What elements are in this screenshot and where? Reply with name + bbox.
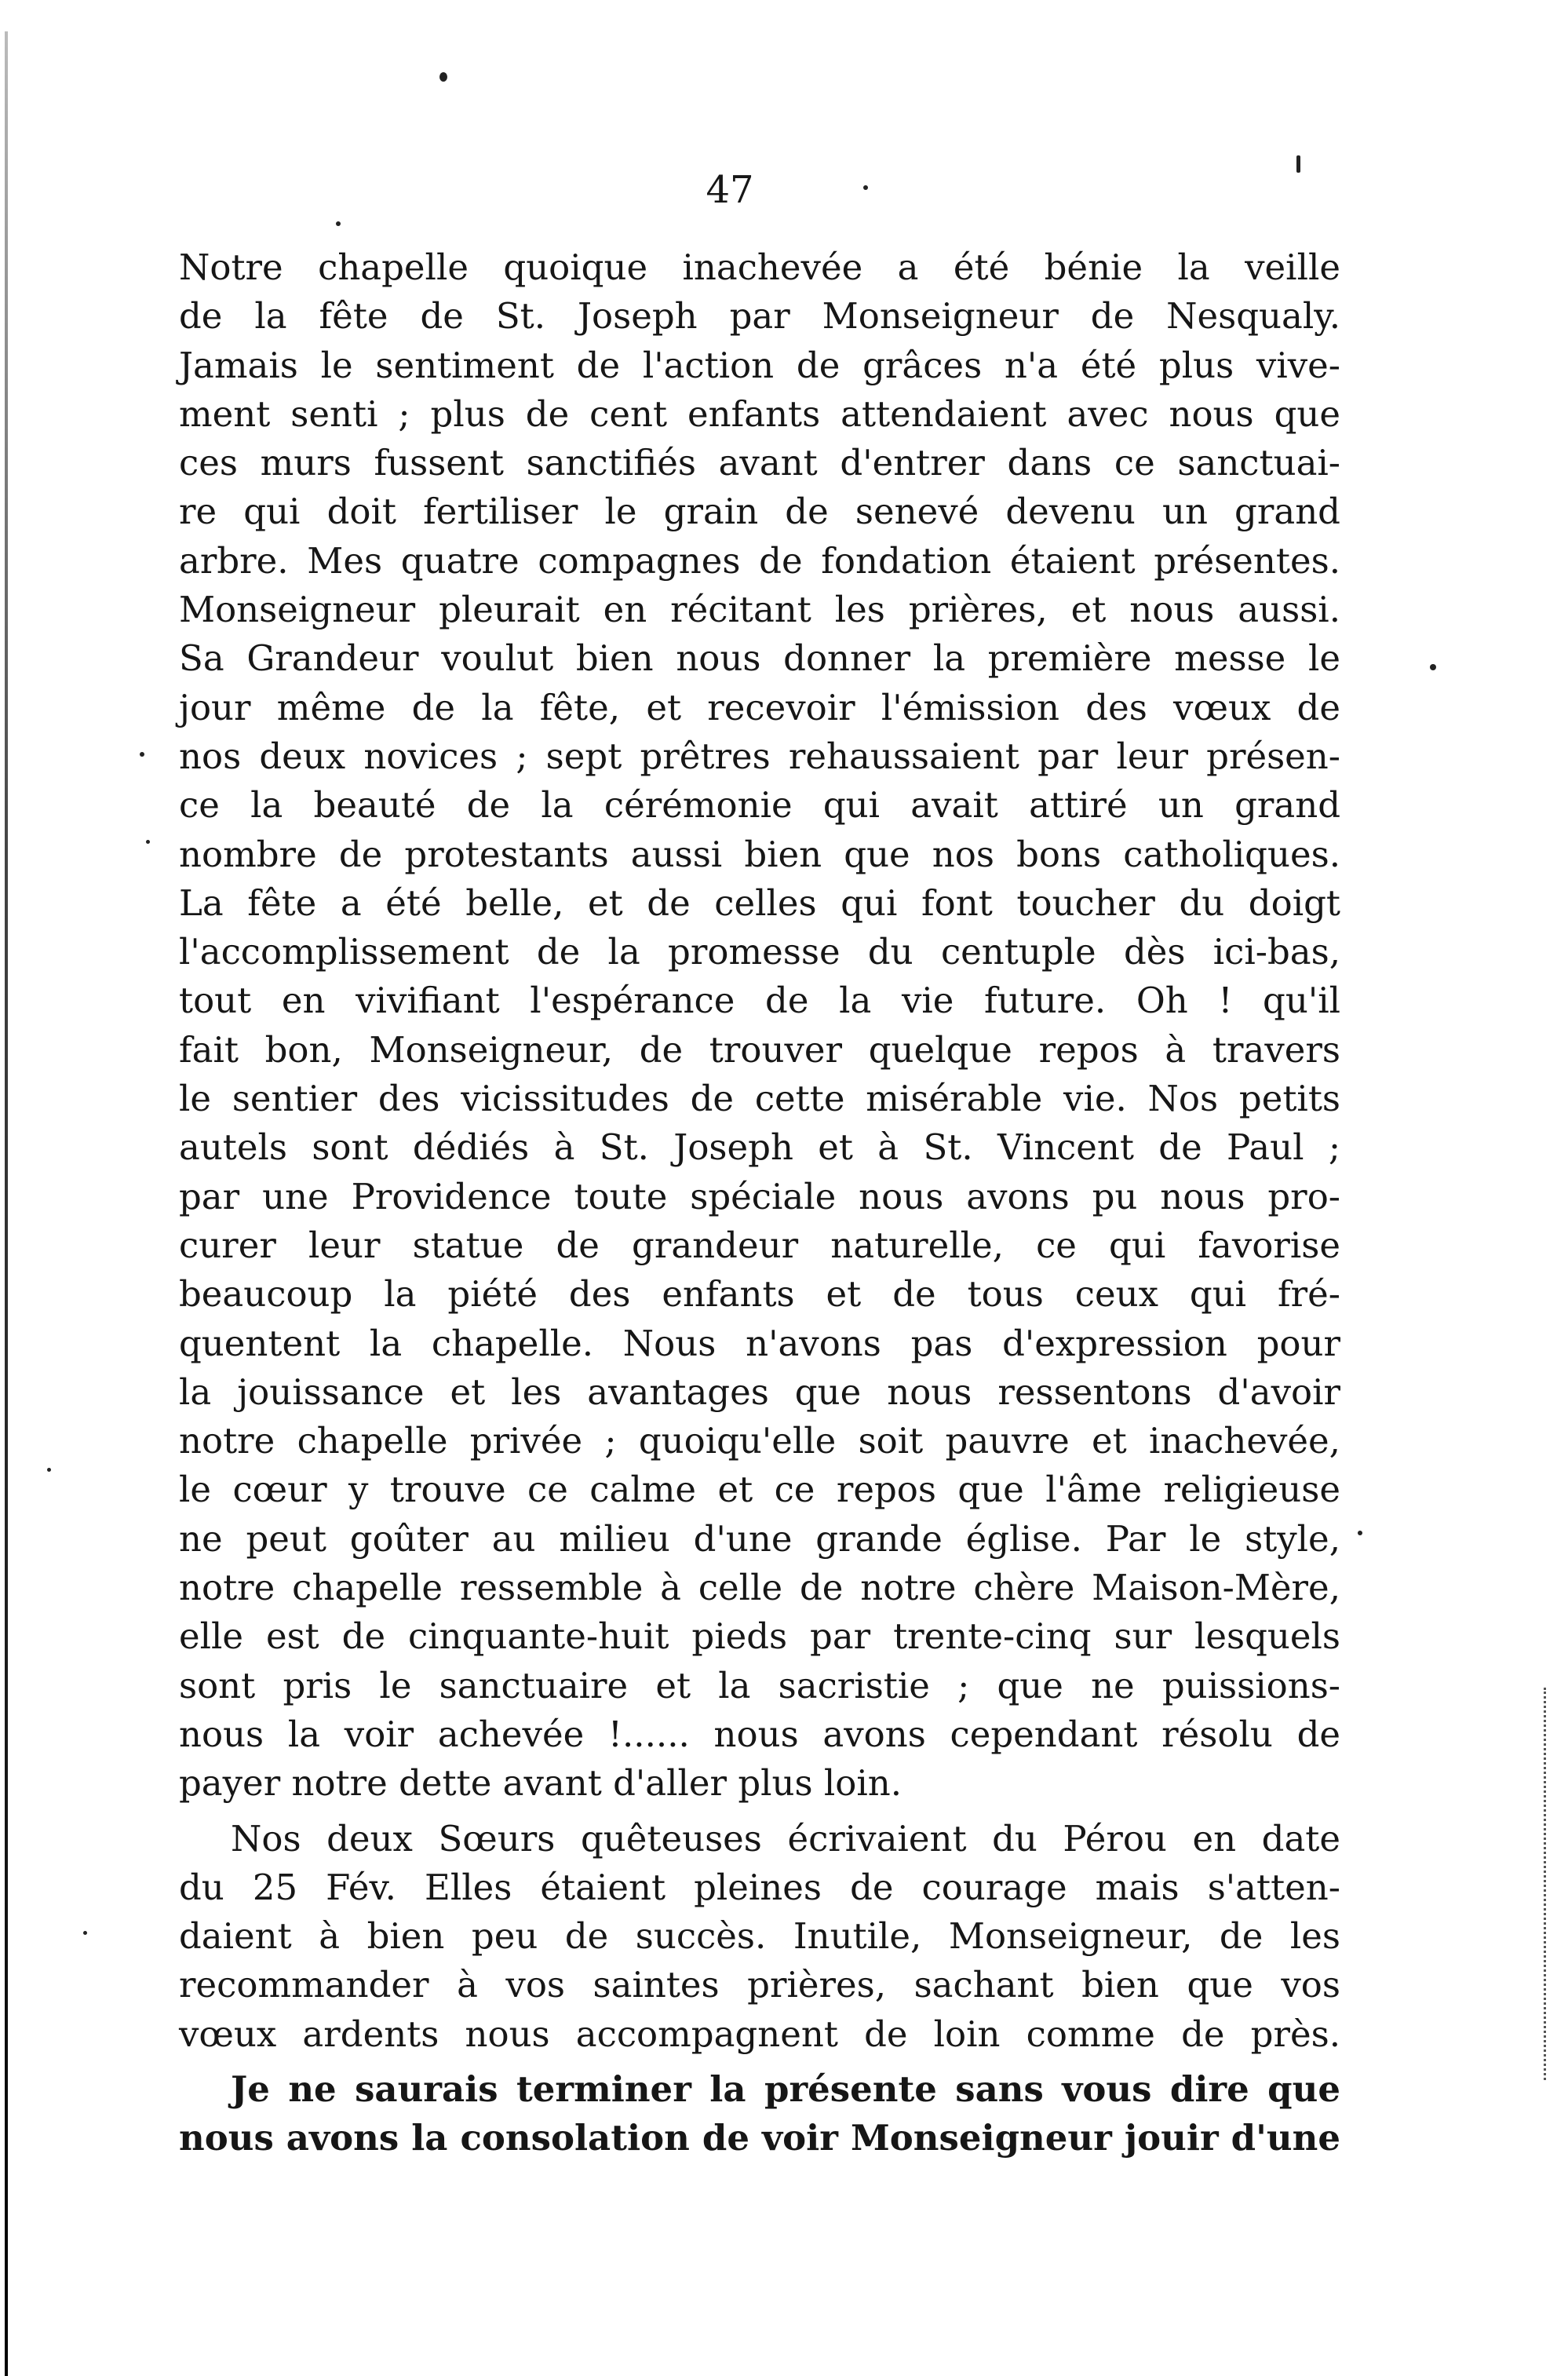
text-line: fait bon, Monseigneur, de trouver quelque repos à travers [179, 1028, 1340, 1071]
body-text [179, 243, 1340, 2163]
ink-speck [336, 221, 341, 226]
text-line: Je ne saurais terminer la présente sans vous dire que [231, 2068, 1340, 2110]
text-line: nombre de protestants aussi bien que nos bons catholiques. [179, 833, 1340, 875]
text-line: vœux ardents nous accompagnent de loin comme de près. [179, 2013, 1340, 2055]
text-line: ment senti ; plus de cent enfants attendaient avec nous que [179, 392, 1340, 435]
text-line: sont pris le sanctuaire et la sacristie ; que ne puissions- [179, 1664, 1340, 1706]
text-line: ne peut goûter au milieu d'une grande église. Par le style, [179, 1517, 1340, 1560]
text-line: ces murs fussent sanctifiés avant d'entrer dans ce sanctuai- [179, 442, 1340, 484]
text-line: tout en vivifiant l'espérance de la vie future. Oh ! qu'il [179, 980, 1340, 1022]
text-line: la jouissance et les avantages que nous ressentons d'avoir [179, 1370, 1340, 1413]
text-line: quentent la chapelle. Nous n'avons pas d'expression pour [179, 1322, 1340, 1364]
text-line: nos deux novices ; sept prêtres rehaussaient par leur présen- [179, 735, 1340, 777]
text-line: beaucoup la piété des enfants et de tous ceux qui fré- [179, 1273, 1340, 1316]
ink-speck [146, 840, 150, 844]
text-line: Sa Grandeur voulut bien nous donner la première messe le [179, 637, 1340, 680]
text-line: autels sont dédiés à St. Joseph et à St. Vincent de Paul ; [179, 1126, 1340, 1169]
text-line: notre chapelle ressemble à celle de notre chère Maison-Mère, [179, 1567, 1340, 1609]
text-line: re qui doit fertiliser le grain de senevé devenu un grand [179, 491, 1340, 533]
page-number: 47 [706, 168, 754, 212]
text-line: elle est de cinquante-huit pieds par trente-cinq sur lesquels [179, 1615, 1340, 1658]
text-line: l'accomplissement de la promesse du centuple dès ici-bas, [179, 931, 1340, 973]
ink-speck [83, 1931, 87, 1935]
ink-speck [439, 72, 447, 82]
text-line: payer notre dette avant d'aller plus loin. [179, 1762, 903, 1805]
ink-speck [47, 1468, 51, 1472]
text-line: du 25 Fév. Elles étaient pleines de courage mais s'atten- [179, 1866, 1340, 1908]
text-line: Jamais le sentiment de l'action de grâces n'a été plus vive- [179, 344, 1340, 386]
ink-speck [1430, 664, 1436, 670]
text-line: arbre. Mes quatre compagnes de fondation étaient présentes. [179, 539, 1340, 582]
text-line: ce la beauté de la cérémonie qui avait attiré un grand [179, 784, 1340, 827]
text-line: nous la voir achevée !...... nous avons cependant résolu de [179, 1713, 1340, 1755]
ink-speck [1358, 1531, 1362, 1535]
text-line: Monseigneur pleurait en récitant les prières, et nous aussi. [179, 589, 1340, 631]
page-edge-dots [1541, 1688, 1546, 2080]
binding-edge [5, 31, 8, 2376]
text-line: par une Providence toute spéciale nous avons pu nous pro- [179, 1175, 1340, 1217]
text-line: nous avons la consolation de voir Monseigneur jouir d'une [179, 2117, 1340, 2159]
text-line: Notre chapelle quoique inachevée a été bénie la veille [179, 246, 1340, 288]
text-line: recommander à vos saintes prières, sachant bien que vos [179, 1964, 1340, 2006]
text-line: La fête a été belle, et de celles qui font toucher du doigt [179, 881, 1340, 924]
text-line: daient à bien peu de succès. Inutile, Monseigneur, de les [179, 1915, 1340, 1958]
text-line: notre chapelle privée ; quoiqu'elle soit pauvre et inachevée, [179, 1420, 1340, 1462]
text-line: de la fête de St. Joseph par Monseigneur de Nesqualy. [179, 295, 1340, 338]
text-line: curer leur statue de grandeur naturelle, ce qui favorise [179, 1224, 1340, 1266]
text-line: Nos deux Sœurs quêteuses écrivaient du Pérou en date [231, 1817, 1340, 1860]
ink-speck [140, 752, 144, 757]
text-line: jour même de la fête, et recevoir l'émission des vœux de [179, 686, 1340, 728]
text-line: le sentier des vicissitudes de cette misérable vie. Nos petits [179, 1078, 1340, 1120]
text-line: le cœur y trouve ce calme et ce repos que l'âme religieuse [179, 1469, 1340, 1511]
